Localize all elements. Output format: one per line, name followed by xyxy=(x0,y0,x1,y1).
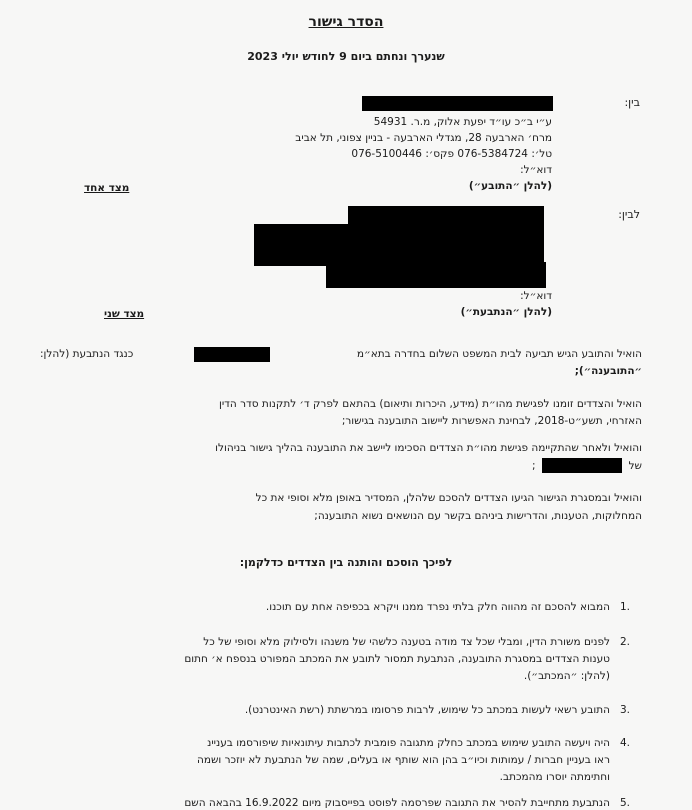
redacted-mediator-name xyxy=(542,458,622,473)
redacted-name-1 xyxy=(362,96,553,111)
party1-line3: טל׳: 076-5384724 פקס׳: 076-5100446 xyxy=(351,148,552,160)
clause-5-line1: הנתבעת מתחייבת להסיר את התגובה שפרסמה לפוסט בפייסבוק מיום 16.9.2022 בהבאה השם xyxy=(184,797,610,809)
party1-side: מצד אחד xyxy=(84,182,130,194)
clause-2-number: 2. xyxy=(620,636,631,648)
clause-4-number: 4. xyxy=(620,737,631,749)
redacted-block-c xyxy=(326,262,546,288)
clause-4-line1: היה ויעשה התובע שימוש במכתב כחלק מתגובה פומבית לכתבות עיתונאיות שיפורסמו בעניינ xyxy=(207,737,610,749)
whereas-3-line2: של xyxy=(628,460,642,472)
clause-4-line3: וחתימתה יוסרו מהמכתב. xyxy=(499,771,610,783)
party1-designation: (להלן ״התובע״) xyxy=(468,180,552,192)
whereas-3-line1: והואיל ולאחר שהתקיימה פגישת מהו״ת הצדדים הסכימו ליישב את התובענה בהליך גישור בניהולו xyxy=(215,442,642,454)
whereas-1-line1-a: הואיל והתובע הגיש תביעה לבית המשפט השלום בחדרה בתא״מ xyxy=(356,348,642,360)
agreed-heading: לפיכך הוסכם והותנה בין הצדדים כדלקמן: xyxy=(239,556,453,569)
party2-email-label: דוא״ל: xyxy=(520,290,552,302)
clause-1-number: 1. xyxy=(620,601,631,613)
whereas-1-line2: ״התובענה״); xyxy=(574,365,642,377)
party1-line2: מרח׳ הארבעה 28, מגדלי הארבעה - בניין צפוני, תל אביב xyxy=(295,132,552,144)
document-subtitle: שנערך ונחתם ביום 9 לחודש יולי 2023 xyxy=(247,50,445,63)
clause-2-line3: (להלן: ״המכתב״). xyxy=(523,670,610,682)
redacted-case-number xyxy=(194,347,270,362)
party2-designation: (להלן ״הנתבעת״) xyxy=(460,306,552,318)
whereas-2-line1: הואיל והצדדים זומנו לפגישת מהו״ת (מידע, היכרות ותיאום) בהתאם לפרק ד׳ לתקנות סדר הדין xyxy=(218,398,642,410)
clause-1-line1: המבוא להסכם זה מהווה חלק בלתי נפרד ממנו ויקרא בכפיפה אחת עם תוכנו. xyxy=(265,601,610,613)
whereas-4-line1: והואיל ובמסגרת הגישור הגיעו הצדדים להסכם שלהלן, המסדיר באופן מלא וסופי את כל xyxy=(255,492,642,504)
whereas-2-line2: האזרחי, תשע״ט-2018, לבחינת האפשרות ליישוב התובענה בגישור; xyxy=(341,415,642,427)
between-label: בין: xyxy=(624,96,640,109)
party1-email-label: דוא״ל: xyxy=(520,164,552,176)
whereas-1-line1-b: כנגד הנתבעת (להלן: xyxy=(40,348,134,360)
clause-5-number: 5. xyxy=(620,797,631,809)
clause-2-line2: טענות הצדדים במסגרת התובענה, הנתבעת תמסור לתובע את המכתב המפורט בנספח א׳ חתום xyxy=(184,653,610,665)
clause-3-number: 3. xyxy=(620,704,631,716)
clause-3-line1: התובע רשאי לעשות במכתב כל שימוש, לרבות פרסומו במרשתת (רשת האינטרנט). xyxy=(244,704,610,716)
party2-side: מצד שני xyxy=(104,308,145,320)
clause-2-line1: לפנים משורת הדין, ומבלי שכל צד מודה בטענה כלשהי של משנהו ולסילוק מלא וסופי של כל xyxy=(203,636,610,648)
clause-4-line2: ראו בעניין חברות / עמותות וכיו״ב בהן הוא שותף או בעלים, שמה של הנתבעת לא יוזכר ושמה xyxy=(197,754,610,766)
and-between-label: לבין: xyxy=(618,208,640,221)
redacted-block-b xyxy=(254,224,544,266)
document-title: הסדר גישור xyxy=(308,14,384,30)
whereas-4-line2: המחלוקות, הטענות, והדרישות ביניהם בקשר עם הנושאים נשוא התובענה; xyxy=(314,510,642,522)
whereas-3-end: ; xyxy=(532,460,536,472)
party1-line1: ע״י ב״כ עו״ד יפעת אלוק, מ.ר. 54931 xyxy=(373,116,552,128)
